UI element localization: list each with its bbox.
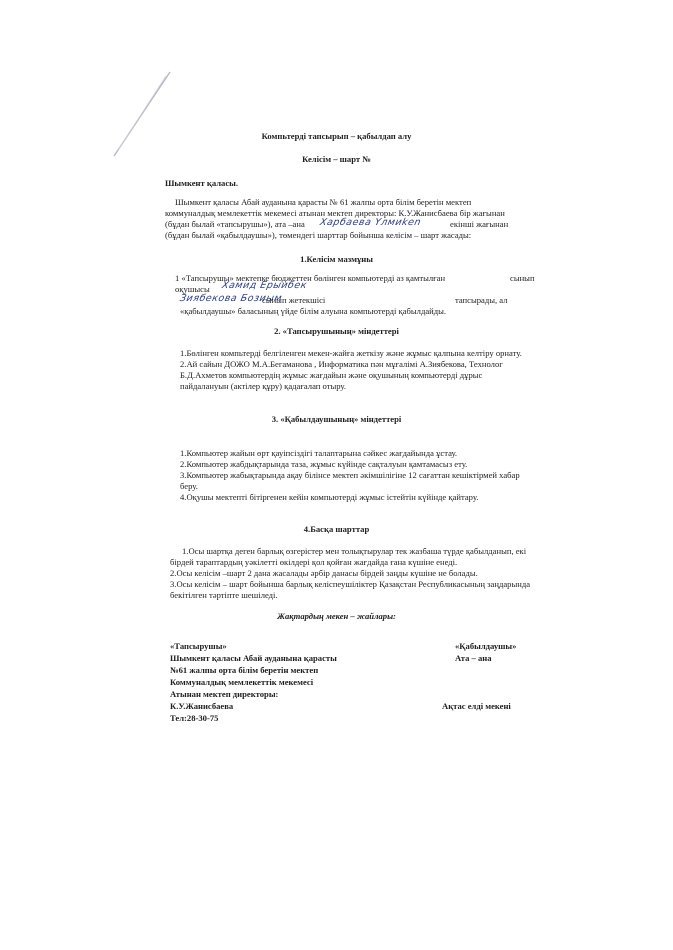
right-party-label: «Қабылдаушы»: [455, 641, 517, 651]
handwritten-teacher-name: Зиябекова Бозиым: [178, 293, 284, 304]
section-3-heading: 3. «Қабылдаушының» міндеттері: [271, 414, 402, 424]
document-title: Компьтерді тапсырып – қабылдап алу: [261, 131, 412, 141]
left-party-line-3: Коммуналдық мемлекеттік мекемесі: [170, 677, 314, 687]
left-party-label: «Тапсырушы»: [170, 641, 227, 651]
right-party-address: Ақтас елді мекені: [442, 701, 511, 711]
left-party-director: К.У.Жанисбаева: [170, 701, 234, 711]
handwritten-student-name: Хамид Ерыибек: [220, 280, 309, 291]
handwritten-parent-name: Харбаева Үлмиken: [318, 217, 423, 228]
left-party-line-4: Атынан мектеп директоры:: [170, 689, 279, 699]
intro-line-2: коммуналдық мемлекеттік мекемесі атынан мектеп директоры: К.У.Жанисбаева бір жағынан: [165, 208, 505, 218]
section-4-line-3: 2.Осы келісім –шарт 2 дана жасалады әрбір данасы бірдей заңды күшіне не болады.: [170, 568, 478, 578]
section-1-line-2: оқушысы: [175, 284, 210, 294]
left-party-line-2: №61 жалпы орта білім беретін мектеп: [170, 665, 319, 675]
left-party-line-1: Шымкент қаласы Абай ауданына қарасты: [170, 653, 337, 663]
section-3-line-1: 1.Компьютер жайын өрт қауіпсіздігі талаптарына сәйкес жағдайында ұстау.: [180, 448, 458, 458]
section-1-heading: 1.Келісім мазмұны: [300, 254, 373, 264]
section-2-line-4: пайдалануын (актілер құру) қадағалап отыру.: [180, 381, 346, 391]
scan-artifact-stroke: [108, 70, 178, 160]
section-3-line-4: беру.: [180, 481, 198, 491]
section-1-line-3: сынып жетекшісі: [262, 295, 326, 305]
section-2-line-1: 1.Бөлінген компьтерді белгіленген мекен-жайға жеткізу және жұмыс қалпына келтіру орнату.: [180, 348, 522, 358]
document-subtitle: Келісім – шарт №: [302, 154, 371, 164]
addresses-heading: Жақтардың мекен – жайлары:: [277, 611, 396, 621]
right-party-line-1: Ата – ана: [455, 653, 492, 663]
section-4-heading: 4.Басқа шарттар: [303, 524, 370, 534]
intro-line-3: (бұдан былай «тапсырушы»), ата –ана: [165, 219, 305, 229]
section-3-line-2: 2.Компьютер жабдықтарында таза, жұмыс күйінде сақталуын қамтамасыз ету.: [180, 459, 468, 469]
section-4-line-1: 1.Осы шартқа деген барлық өзгерістер мен толықтырулар тек жазбаша түрде қабылданып, екі: [182, 546, 527, 556]
section-1-line-4: «қабылдаушы» баласының үйде білім алуына компьютерді қабылдайды.: [180, 306, 447, 316]
section-1-line-3-end: тапсырады, ал: [455, 295, 508, 305]
section-3-line-5: 4.Оқушы мектепті бітіргенен кейін компьютерді жұмыс істейтін күйінде қайтару.: [180, 492, 479, 502]
intro-line-3-end: екінші жағынан: [450, 219, 509, 229]
section-2-line-2: 2.Ай сайын ДОЖО М.А.Бегаманова , Информатика пән мұғалімі А.Зиябекова, Технолог: [180, 359, 503, 369]
section-2-heading: 2. «Тапсырушының» міндеттері: [274, 326, 399, 336]
section-2-line-3: Б.Д.Ахметов компьютердің жұмыс жағдайын және оқушының компьютерді дұрыс: [180, 370, 483, 380]
section-4-line-4: 3.Осы келісім – шарт бойынша барлық келіспеушіліктер Қазақстан Республикасының заңдарында: [170, 579, 531, 589]
section-4-line-5: бекітілген тәртіпте шешіледі.: [170, 590, 278, 600]
section-4-line-2: бірдей тараптардың уәкілетті өкілдері қол қойған жағдайда ғана күшіне енеді.: [170, 557, 458, 567]
city-line: Шымкент қаласы.: [165, 178, 238, 188]
section-1-line-1-end: сынып: [510, 273, 535, 283]
section-3-line-3: 3.Компьютер жабықтарында ақау білінсе мектеп әкімшілігіне 12 сағаттан кешіктірмей хабар: [180, 470, 520, 480]
left-party-phone: Тел:28-30-75: [170, 713, 219, 723]
intro-line-1: Шымкент қаласы Абай ауданына қарасты № 61 жалпы орта білім беретін мектеп: [175, 197, 472, 207]
section-1-line-1: 1 «Тапсырушы» мектепке бюджеттен бөлінген компьютерді аз қамтылған: [175, 273, 446, 283]
intro-line-4: (бұдан былай «қабылдаушы»), төмендегі шарттар бойынша келісім – шарт жасады:: [165, 230, 472, 240]
